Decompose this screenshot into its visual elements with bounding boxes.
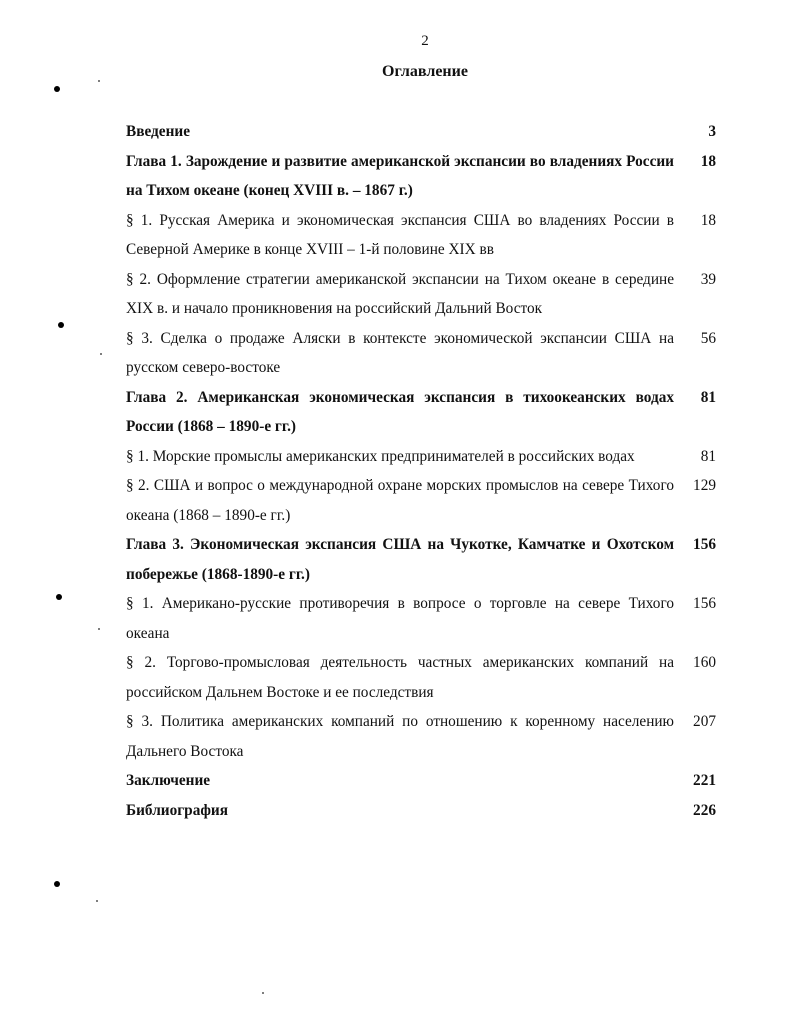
toc-entry: [126, 707, 716, 766]
toc-entry-title: § 2. Оформление стратегии американской экспансии на Тихом океане в середине XIX в. и начало проникновения на российский Дальний Восток: [126, 270, 674, 317]
toc-entry-title: § 3. Сделка о продаже Аляски в контексте экономической экспансии США на русском северо-востоке: [126, 329, 674, 376]
toc-entry: [126, 442, 716, 472]
toc-entry-title: § 1. Русская Америка и экономическая экспансия США во владениях России в Северной Америке в конце XVIII – 1-й половине XIX вв: [126, 211, 674, 258]
toc-entry: [126, 648, 716, 707]
toc-heading: Оглавление: [382, 63, 468, 80]
toc-entry-title: § 2. США и вопрос о международной охране морских промыслов на севере Тихого океана (1868 – 1890-е гг.): [126, 477, 674, 524]
toc-entry: [126, 206, 716, 265]
toc-entry-page: 156: [693, 536, 716, 553]
toc-entry-page: 18: [700, 211, 716, 229]
toc-entry-title: § 2. Торгово-промысловая деятельность частных американских компаний на российском Дальнем Востоке и ее последствия: [126, 654, 674, 701]
toc-entry: [126, 147, 716, 206]
scan-speck: [98, 80, 100, 82]
toc-entry: [126, 324, 716, 383]
toc-entry-page: 3: [708, 123, 716, 140]
toc-entry-page: 81: [700, 447, 716, 465]
toc-entry-title: Глава 3. Экономическая экспансия США на Чукотке, Камчатке и Охотском побережье (1868-1890-е гг.): [126, 536, 674, 583]
toc-entry-page: 160: [693, 654, 716, 671]
toc-entry-title: Заключение: [126, 772, 211, 789]
toc-entry-page: 18: [700, 152, 716, 170]
toc-entry: [126, 471, 716, 530]
toc-entry-page: 81: [700, 388, 716, 406]
toc-entry: [126, 796, 716, 826]
toc-entry-page: 56: [700, 329, 716, 347]
toc-entry: [126, 589, 716, 648]
toc-entry-page: 39: [700, 270, 716, 288]
toc-entry: [126, 383, 716, 442]
punch-hole-mark: [54, 86, 60, 92]
toc-entry-title: Глава 1. Зарождение и развитие американской экспансии во владениях России на Тихом океане (конец XVIII в. – 1867 г.): [126, 152, 674, 199]
toc-entry-title: Глава 2. Американская экономическая экспансия в тихоокеанских водах России (1868 – 1890-е гг.): [126, 388, 674, 435]
toc-entry-page: 207: [693, 713, 716, 730]
scan-speck: [96, 900, 98, 902]
toc-entry-title: Введение: [126, 123, 190, 140]
toc-entry-title: Библиография: [126, 801, 229, 819]
toc-entry: [126, 265, 716, 324]
toc-entry-title: § 1. Морские промыслы американских предпринимателей в российских водах: [126, 447, 635, 465]
punch-hole-mark: [54, 881, 60, 887]
toc-entry: [126, 766, 716, 796]
page-number: 2: [421, 33, 429, 49]
toc-entry-page: 129: [693, 477, 716, 494]
toc-entry-title: § 3. Политика американских компаний по отношению к коренному населению Дальнего Востока: [126, 713, 674, 760]
scan-speck: [262, 992, 264, 994]
toc-entry: [126, 530, 716, 589]
toc-entry-page: 156: [693, 595, 716, 612]
punch-hole-mark: [58, 322, 64, 328]
punch-hole-mark: [56, 594, 62, 600]
toc-entry: [126, 117, 716, 147]
scan-speck: [98, 628, 100, 630]
table-of-contents: [126, 117, 716, 825]
toc-entry-page: 221: [693, 772, 716, 789]
toc-entry-title: § 1. Американо-русские противоречия в вопросе о торговле на севере Тихого океана: [126, 595, 674, 642]
scan-speck: [100, 353, 102, 355]
toc-entry-page: 226: [693, 801, 716, 819]
